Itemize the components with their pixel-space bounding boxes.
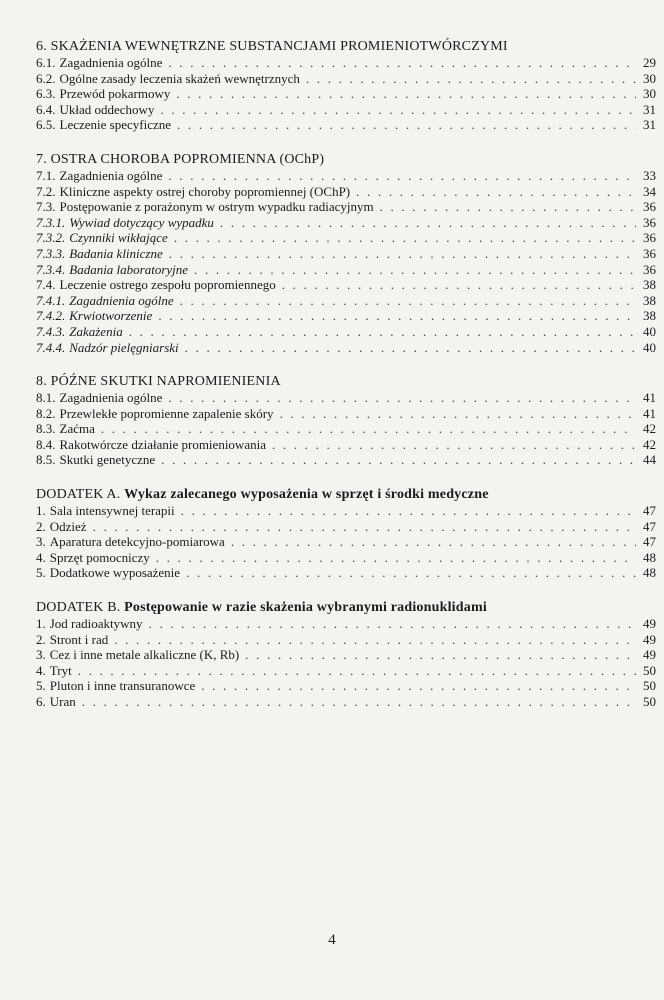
entry-label: Dodatkowe wyposażenie (49, 565, 181, 581)
entry-page: 42 (643, 436, 656, 452)
entry-label: Zagadnienia ogólne (59, 55, 163, 70)
toc-entry (36, 340, 656, 356)
page-number: 4 (328, 932, 336, 948)
dot-leader (280, 406, 636, 422)
entry-page: 41 (643, 390, 656, 406)
toc-section-6 (36, 38, 656, 133)
entry-label: Stront i rad (49, 631, 109, 647)
entry-page: 48 (643, 565, 656, 581)
entry-label: Nadzór pielęgniarski (69, 339, 179, 355)
entry-page: 47 (643, 534, 656, 550)
entry-number: 6.1. (36, 55, 56, 70)
entry-label: Rakotwórcze działanie promieniowania (59, 436, 266, 452)
dot-leader (158, 308, 636, 324)
dot-leader (160, 102, 636, 118)
toc-entry (36, 168, 656, 184)
dot-leader (78, 663, 636, 679)
toc-entry (36, 390, 656, 406)
table-of-contents (36, 38, 656, 728)
dot-leader (161, 452, 636, 468)
entry-number: 7.3.3. (36, 245, 66, 261)
entry-label: Zagadnienia ogólne (59, 390, 163, 406)
dot-leader (245, 647, 636, 663)
entry-number: 6. (36, 694, 46, 709)
toc-entry (36, 293, 656, 309)
entry-label: Układ oddechowy (59, 101, 155, 117)
entry-label: Wywiad dotyczący wypadku (69, 214, 214, 230)
dot-leader (306, 71, 636, 87)
entry-label: Aparatura detekcyjno-pomiarowa (49, 534, 225, 550)
toc-entry (36, 550, 656, 566)
entry-label: Cez i inne metale alkaliczne (K, Rb) (49, 647, 240, 663)
entry-number: 8.3. (36, 421, 56, 437)
entry-label: Zaćma (59, 421, 95, 437)
entry-page: 48 (643, 549, 656, 565)
entry-page: 49 (643, 631, 656, 647)
toc-entry (36, 308, 656, 324)
toc-entry (36, 616, 656, 632)
entry-label: Skutki genetyczne (59, 452, 156, 468)
entry-page: 50 (643, 678, 656, 694)
toc-entry (36, 632, 656, 648)
entry-page: 34 (643, 183, 656, 199)
entry-page: 30 (643, 70, 656, 86)
entry-number: 7.3. (36, 199, 56, 215)
entry-number: 6.5. (36, 117, 56, 133)
toc-entry (36, 55, 656, 71)
toc-entry (36, 678, 656, 694)
entry-number: 7.4.3. (36, 323, 66, 339)
toc-entry (36, 246, 656, 262)
entry-number: 5. (36, 678, 46, 694)
toc-entry (36, 452, 656, 468)
section-title: 6. SKAŻENIA WEWNĘTRZNE SUBSTANCJAMI PROMIENIOTWÓRCZYMI (36, 39, 508, 54)
dot-leader (129, 324, 636, 340)
entry-label: Krwiotworzenie (69, 308, 153, 324)
toc-entry (36, 262, 656, 278)
toc-entry (36, 117, 656, 133)
entry-page: 36 (643, 214, 656, 230)
entry-number: 7.2. (36, 183, 56, 199)
dot-leader (149, 616, 636, 632)
entry-number: 8.2. (36, 405, 56, 421)
entry-label: Postępowanie z porażonym w ostrym wypadku radiacyjnym (59, 199, 374, 215)
entry-number: 7.4.4. (36, 339, 66, 355)
dot-leader (201, 678, 636, 694)
dot-leader (82, 694, 636, 710)
toc-entry (36, 406, 656, 422)
toc-entry (36, 503, 656, 519)
entry-label: Tryt (49, 662, 72, 678)
entry-page: 49 (643, 616, 656, 632)
entry-label: Leczenie ostrego zespołu popromiennego (59, 277, 276, 293)
dot-leader (168, 168, 636, 184)
entry-page: 36 (643, 230, 656, 246)
entry-label: Pluton i inne transuranowce (49, 678, 196, 694)
toc-entry (36, 215, 656, 231)
dot-leader (114, 632, 636, 648)
entry-page: 38 (643, 308, 656, 324)
entry-label: Sprzęt pomocniczy (49, 549, 150, 565)
entry-label: Czynniki wikłające (69, 230, 168, 246)
toc-entry (36, 565, 656, 581)
dot-leader (380, 199, 636, 215)
dot-leader (168, 55, 636, 71)
dot-leader (156, 550, 636, 566)
toc-entry (36, 86, 656, 102)
dot-leader (272, 437, 636, 453)
entry-number: 3. (36, 534, 46, 550)
entry-label: Odzież (49, 518, 87, 534)
toc-entry (36, 230, 656, 246)
dot-leader (101, 421, 636, 437)
dot-leader (174, 230, 636, 246)
entry-number: 4. (36, 662, 46, 678)
entry-number: 2. (36, 631, 46, 647)
dot-leader (282, 277, 636, 293)
toc-entry (36, 421, 656, 437)
dot-leader (180, 293, 636, 309)
dot-leader (176, 86, 636, 102)
toc-entry (36, 324, 656, 340)
entry-label: Przewlekłe popromienne zapalenie skóry (59, 405, 274, 421)
toc-entry (36, 663, 656, 679)
entry-number: 7.4.1. (36, 292, 66, 308)
toc-appendix-b (36, 599, 656, 710)
toc-entry (36, 694, 656, 710)
entry-number: 7.3.1. (36, 214, 66, 230)
entry-number: 8.5. (36, 452, 56, 468)
entry-label: Przewód pokarmowy (59, 86, 171, 102)
entry-number: 4. (36, 549, 46, 565)
entry-page: 36 (643, 245, 656, 261)
section-title: 7. OSTRA CHOROBA POPROMIENNA (OChP) (36, 151, 325, 167)
entry-number: 7.4.2. (36, 308, 66, 324)
toc-entry (36, 184, 656, 200)
entry-number: 7.4. (36, 277, 56, 293)
entry-page: 41 (643, 405, 656, 421)
entry-number: 7.3.2. (36, 230, 66, 246)
toc-entry (36, 437, 656, 453)
dot-leader (93, 519, 636, 535)
entry-page: 44 (643, 452, 656, 468)
entry-page: 31 (643, 117, 656, 133)
dot-leader (169, 246, 636, 262)
toc-section-8 (36, 373, 656, 468)
dot-leader (181, 503, 636, 519)
toc-entry (36, 519, 656, 535)
entry-page: 30 (643, 86, 656, 102)
entry-page: 42 (643, 421, 656, 437)
entry-label: Uran (49, 694, 76, 709)
entry-number: 8.4. (36, 436, 56, 452)
entry-number: 7.3.4. (36, 261, 66, 277)
entry-page: 50 (643, 662, 656, 678)
entry-number: 8.1. (36, 390, 56, 406)
entry-number: 5. (36, 565, 46, 581)
entry-number: 6.3. (36, 86, 56, 102)
toc-entry (36, 199, 656, 215)
toc-entry (36, 71, 656, 87)
entry-page: 47 (643, 503, 656, 519)
dot-leader (185, 340, 636, 356)
entry-page: 49 (643, 647, 656, 663)
toc-entry (36, 647, 656, 663)
appendix-title (36, 599, 656, 616)
entry-number: 1. (36, 616, 46, 632)
entry-label: Zakażenia (69, 323, 123, 339)
dot-leader (356, 184, 636, 200)
appendix-heading: Postępowanie w razie skażenia wybranymi radionuklidami (124, 600, 487, 616)
entry-page: 36 (643, 261, 656, 277)
entry-page: 40 (643, 323, 656, 339)
appendix-prefix: DODATEK B. (36, 600, 121, 616)
dot-leader (194, 262, 636, 278)
entry-page: 50 (643, 694, 656, 709)
entry-label: Leczenie specyficzne (59, 117, 172, 133)
entry-page: 40 (643, 339, 656, 355)
entry-page: 31 (643, 101, 656, 117)
entry-number: 1. (36, 503, 46, 519)
toc-appendix-a (36, 486, 656, 581)
dot-leader (231, 534, 636, 550)
entry-label: Badania laboratoryjne (69, 261, 189, 277)
entry-page: 38 (643, 292, 656, 308)
dot-leader (186, 565, 636, 581)
toc-entry (36, 102, 656, 118)
entry-label: Zagadnienia ogólne (69, 292, 174, 308)
toc-section-7 (36, 151, 656, 355)
entry-page: 36 (643, 199, 656, 215)
appendix-prefix: DODATEK A. (36, 487, 121, 503)
entry-label: Zagadnienia ogólne (59, 167, 163, 183)
entry-page: 33 (643, 167, 656, 183)
toc-entry (36, 277, 656, 293)
dot-leader (168, 390, 636, 406)
entry-label: Kliniczne aspekty ostrej choroby popromiennej (OChP) (59, 183, 351, 199)
entry-number: 6.2. (36, 70, 56, 86)
appendix-heading: Wykaz zalecanego wyposażenia w sprzęt i środki medyczne (124, 487, 489, 503)
entry-label: Ogólne zasady leczenia skażeń wewnętrznych (59, 70, 300, 86)
toc-entry (36, 534, 656, 550)
entry-page: 47 (643, 518, 656, 534)
dot-leader (220, 215, 636, 231)
entry-label: Sala intensywnej terapii (49, 503, 175, 519)
entry-page: 38 (643, 277, 656, 293)
entry-number: 6.4. (36, 101, 56, 117)
entry-page: 29 (643, 55, 656, 70)
entry-number: 3. (36, 647, 46, 663)
entry-label: Badania kliniczne (69, 245, 163, 261)
entry-number: 2. (36, 518, 46, 534)
dot-leader (177, 117, 636, 133)
appendix-title (36, 486, 656, 503)
entry-label: Jod radioaktywny (49, 616, 143, 632)
section-title: 8. PÓŹNE SKUTKI NAPROMIENIENIA (36, 374, 281, 390)
entry-number: 7.1. (36, 167, 56, 183)
